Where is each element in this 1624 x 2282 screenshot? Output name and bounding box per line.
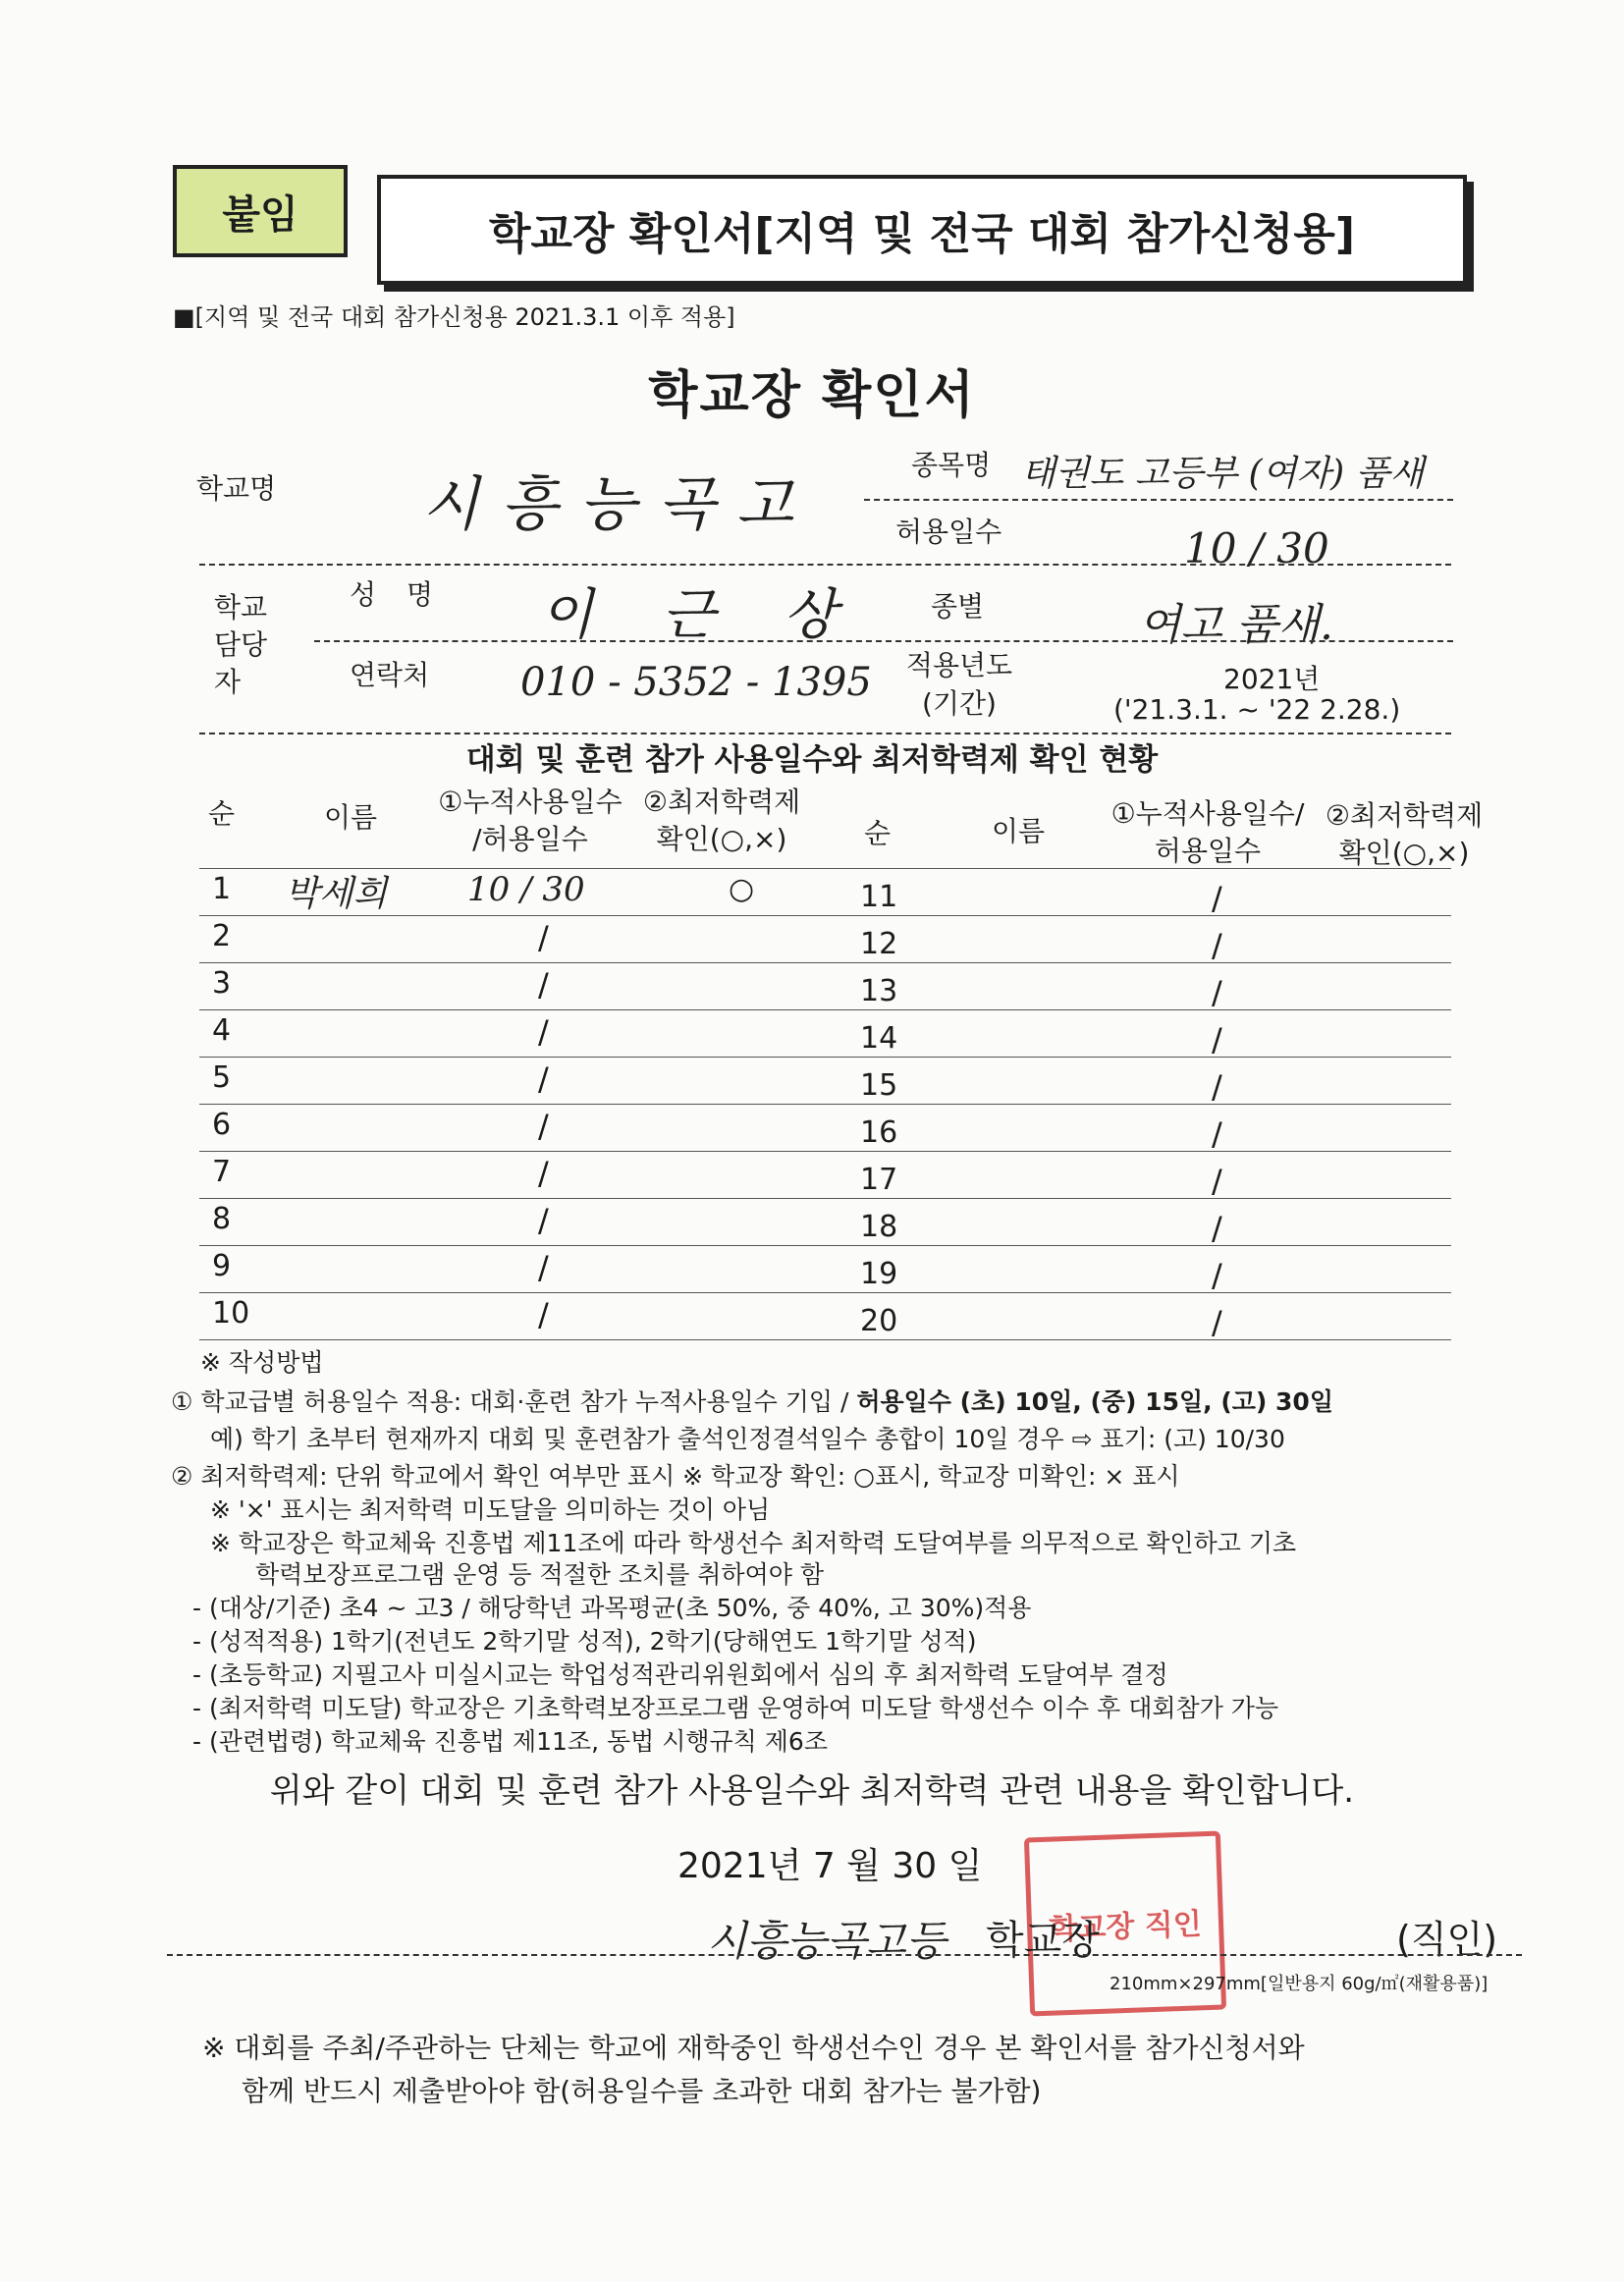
table-row-rule xyxy=(199,1198,1451,1199)
note-1-emphasis: 허용일수 (초) 10일, (중) 15일, (고) 30일 xyxy=(856,1387,1333,1416)
row-number: 18 xyxy=(860,1210,898,1244)
days-used: / xyxy=(1212,1163,1222,1200)
days-used: / xyxy=(538,1108,549,1145)
form-title: 학교장 확인서[지역 및 전국 대회 참가신청용] xyxy=(489,209,1355,259)
days-used: / xyxy=(538,919,549,956)
min-academic-check: ○ xyxy=(729,872,755,906)
note-1-example: 예) 학기 초부터 현재까지 대회 및 훈련참가 출석인정결석일수 총합이 10일 경우 ⇨ 표기: (고) 10/30 xyxy=(210,1425,1285,1453)
table-row-rule xyxy=(199,1339,1451,1340)
col-header-check: ②최저학력제 확인(○,×) xyxy=(642,786,801,855)
days-used: / xyxy=(1212,1210,1222,1247)
note-8: - (최저학력 미도달) 학교장은 기초학력보장프로그램 운영하여 미도달 학생선수 이수 후 대회참가 가능 xyxy=(192,1694,1279,1722)
note-1 xyxy=(171,1383,1526,1418)
seal-label: (직인) xyxy=(1396,1918,1498,1961)
row-number: 12 xyxy=(860,927,898,961)
row-number: 5 xyxy=(212,1060,232,1095)
row-number: 1 xyxy=(212,872,232,906)
note-4: ※ 학교장은 학교체육 진흥법 제11조에 따라 학생선수 최저학력 도달여부를 의무적으로 확인하고 기초 xyxy=(210,1529,1297,1557)
row-number: 15 xyxy=(860,1068,898,1103)
days-used: / xyxy=(538,1249,549,1286)
row-number: 16 xyxy=(860,1115,898,1150)
days-used: / xyxy=(1212,1021,1222,1059)
table-row-rule xyxy=(199,1151,1451,1152)
section-title: 대회 및 훈련 참가 사용일수와 최저학력제 확인 현황 xyxy=(465,742,1159,778)
col-header-days: ①누적사용일수/ 허용일수 xyxy=(1110,797,1305,867)
note-1-text: ① 학교급별 허용일수 적용: 대회·훈련 참가 누적사용일수 기입 / xyxy=(171,1387,857,1416)
days-used: / xyxy=(1212,1068,1222,1106)
days-used: 10 / 30 xyxy=(467,870,585,909)
days-used: / xyxy=(538,1060,549,1098)
days-used: / xyxy=(1212,1257,1222,1294)
days-used: / xyxy=(538,1296,549,1333)
table-row-rule xyxy=(199,1057,1451,1058)
contact-value: 010 - 5352 - 1395 xyxy=(520,660,872,705)
days-used: / xyxy=(1212,1304,1222,1341)
note-9: - (관련법령) 학교체육 진흥법 제11조, 동법 시행규칙 제6조 xyxy=(192,1727,828,1756)
note-5: - (대상/기준) 초4 ~ 고3 / 해당학년 과목평균(초 50%, 중 40%, 고 30%)적용 xyxy=(192,1594,1032,1622)
confirmation-statement: 위와 같이 대회 및 훈련 참가 사용일수와 최저학력 관련 내용을 확인합니다. xyxy=(269,1771,1355,1811)
table-row-rule xyxy=(199,1009,1451,1010)
row-number: 14 xyxy=(860,1021,898,1056)
table-row-rule xyxy=(199,962,1451,963)
days-used: / xyxy=(1212,927,1222,964)
year-label: 적용년도 (기간) xyxy=(905,649,1013,721)
school-value: 시흥능곡고 xyxy=(422,470,815,539)
paper-spec: 210mm×297mm[일반용지 60g/㎡(재활용품)] xyxy=(1110,1974,1489,1994)
athlete-name: 박세희 xyxy=(285,874,388,914)
table-row-rule xyxy=(199,1292,1451,1293)
divider xyxy=(864,499,1453,501)
divider xyxy=(314,640,1453,642)
divider xyxy=(199,564,1451,566)
school-seal: 학교장 직인 xyxy=(1024,1831,1226,2017)
sign-date: 2021년 7 월 30 일 xyxy=(677,1846,983,1886)
gender-label: 종별 xyxy=(931,590,985,623)
row-number: 11 xyxy=(860,880,898,914)
gender-value: 여고 품새. xyxy=(1139,600,1333,650)
col-header-check: ②최저학력제 확인(○,×) xyxy=(1325,799,1484,869)
note-6: - (성적적용) 1학기(전년도 2학기말 성적), 2학기(당해연도 1학기말 성적) xyxy=(192,1627,977,1656)
event-value: 태권도 고등부 (여자) 품새 xyxy=(1021,454,1425,494)
row-number: 3 xyxy=(212,966,232,1001)
note-2: ② 최저학력제: 단위 학교에서 확인 여부만 표시 ※ 학교장 확인: ○표시, 학교장 미확인: × 표시 xyxy=(171,1462,1180,1491)
allowed-days-label: 허용일수 xyxy=(895,516,1002,548)
document-title: 학교장 확인서 xyxy=(648,366,976,425)
table-header-rule xyxy=(199,868,1451,869)
note-4-cont: 학력보장프로그램 운영 등 적절한 조치를 취하여야 함 xyxy=(255,1560,824,1589)
days-used: / xyxy=(538,1202,549,1239)
days-used: / xyxy=(538,1155,549,1192)
note-3: ※ '×' 표시는 최저학력 미도달을 의미하는 것이 아님 xyxy=(210,1495,771,1524)
days-used: / xyxy=(1212,974,1222,1011)
col-header-days: ①누적사용일수 /허용일수 xyxy=(438,786,623,855)
name-value: 이 근 상 xyxy=(540,583,862,647)
divider xyxy=(167,1954,1522,1956)
name-label: 성 명 xyxy=(350,578,433,611)
row-number: 2 xyxy=(212,919,232,953)
contact-label: 연락처 xyxy=(350,659,430,691)
row-number: 13 xyxy=(860,974,898,1008)
row-number: 4 xyxy=(212,1013,232,1048)
days-used: / xyxy=(1212,1115,1222,1153)
principal-title: 학교장 xyxy=(986,1918,1100,1963)
table-row-rule xyxy=(199,1245,1451,1246)
event-label: 종목명 xyxy=(911,449,992,481)
allowed-days-value: 10 / 30 xyxy=(1184,524,1329,572)
days-used: / xyxy=(538,1013,549,1051)
row-number: 10 xyxy=(212,1296,250,1331)
row-number: 20 xyxy=(860,1304,898,1338)
col-header-no: 순 xyxy=(864,817,892,849)
signing-school: 시흥능곡고등 xyxy=(707,1917,947,1965)
footer-note-1: ※ 대회를 주최/주관하는 단체는 학교에 재학중인 학생선수인 경우 본 확인서를 참가신청서와 xyxy=(202,2032,1305,2064)
footer-note-2: 함께 반드시 제출받아야 함(허용일수를 초과한 대회 참가는 불가함) xyxy=(242,2075,1042,2107)
manager-label: 학교 담당자 xyxy=(214,591,268,698)
attach-tag: 붙임 xyxy=(173,165,348,257)
row-number: 19 xyxy=(860,1257,898,1291)
applicability-note: ■[지역 및 전국 대회 참가신청용 2021.3.1 이후 적용] xyxy=(173,303,735,331)
period-value: ('21.3.1. ~ '22 2.28.) xyxy=(1113,693,1401,726)
table-row-rule xyxy=(199,915,1451,916)
notes-heading: ※ 작성방법 xyxy=(200,1348,324,1377)
col-header-no: 순 xyxy=(208,797,236,830)
row-number: 17 xyxy=(860,1163,898,1197)
row-number: 6 xyxy=(212,1108,232,1142)
col-header-name: 이름 xyxy=(324,801,378,834)
row-number: 7 xyxy=(212,1155,232,1189)
year-value: 2021년 xyxy=(1223,663,1321,695)
row-number: 8 xyxy=(212,1202,232,1236)
col-header-name: 이름 xyxy=(992,815,1046,847)
table-row-rule xyxy=(199,1104,1451,1105)
school-label: 학교명 xyxy=(196,472,277,505)
form-title-box xyxy=(377,175,1467,285)
days-used: / xyxy=(538,966,549,1004)
days-used: / xyxy=(1212,880,1222,917)
note-7: - (초등학교) 지필고사 미실시교는 학업성적관리위원회에서 심의 후 최저학력 도달여부 결정 xyxy=(192,1660,1168,1689)
row-number: 9 xyxy=(212,1249,232,1283)
